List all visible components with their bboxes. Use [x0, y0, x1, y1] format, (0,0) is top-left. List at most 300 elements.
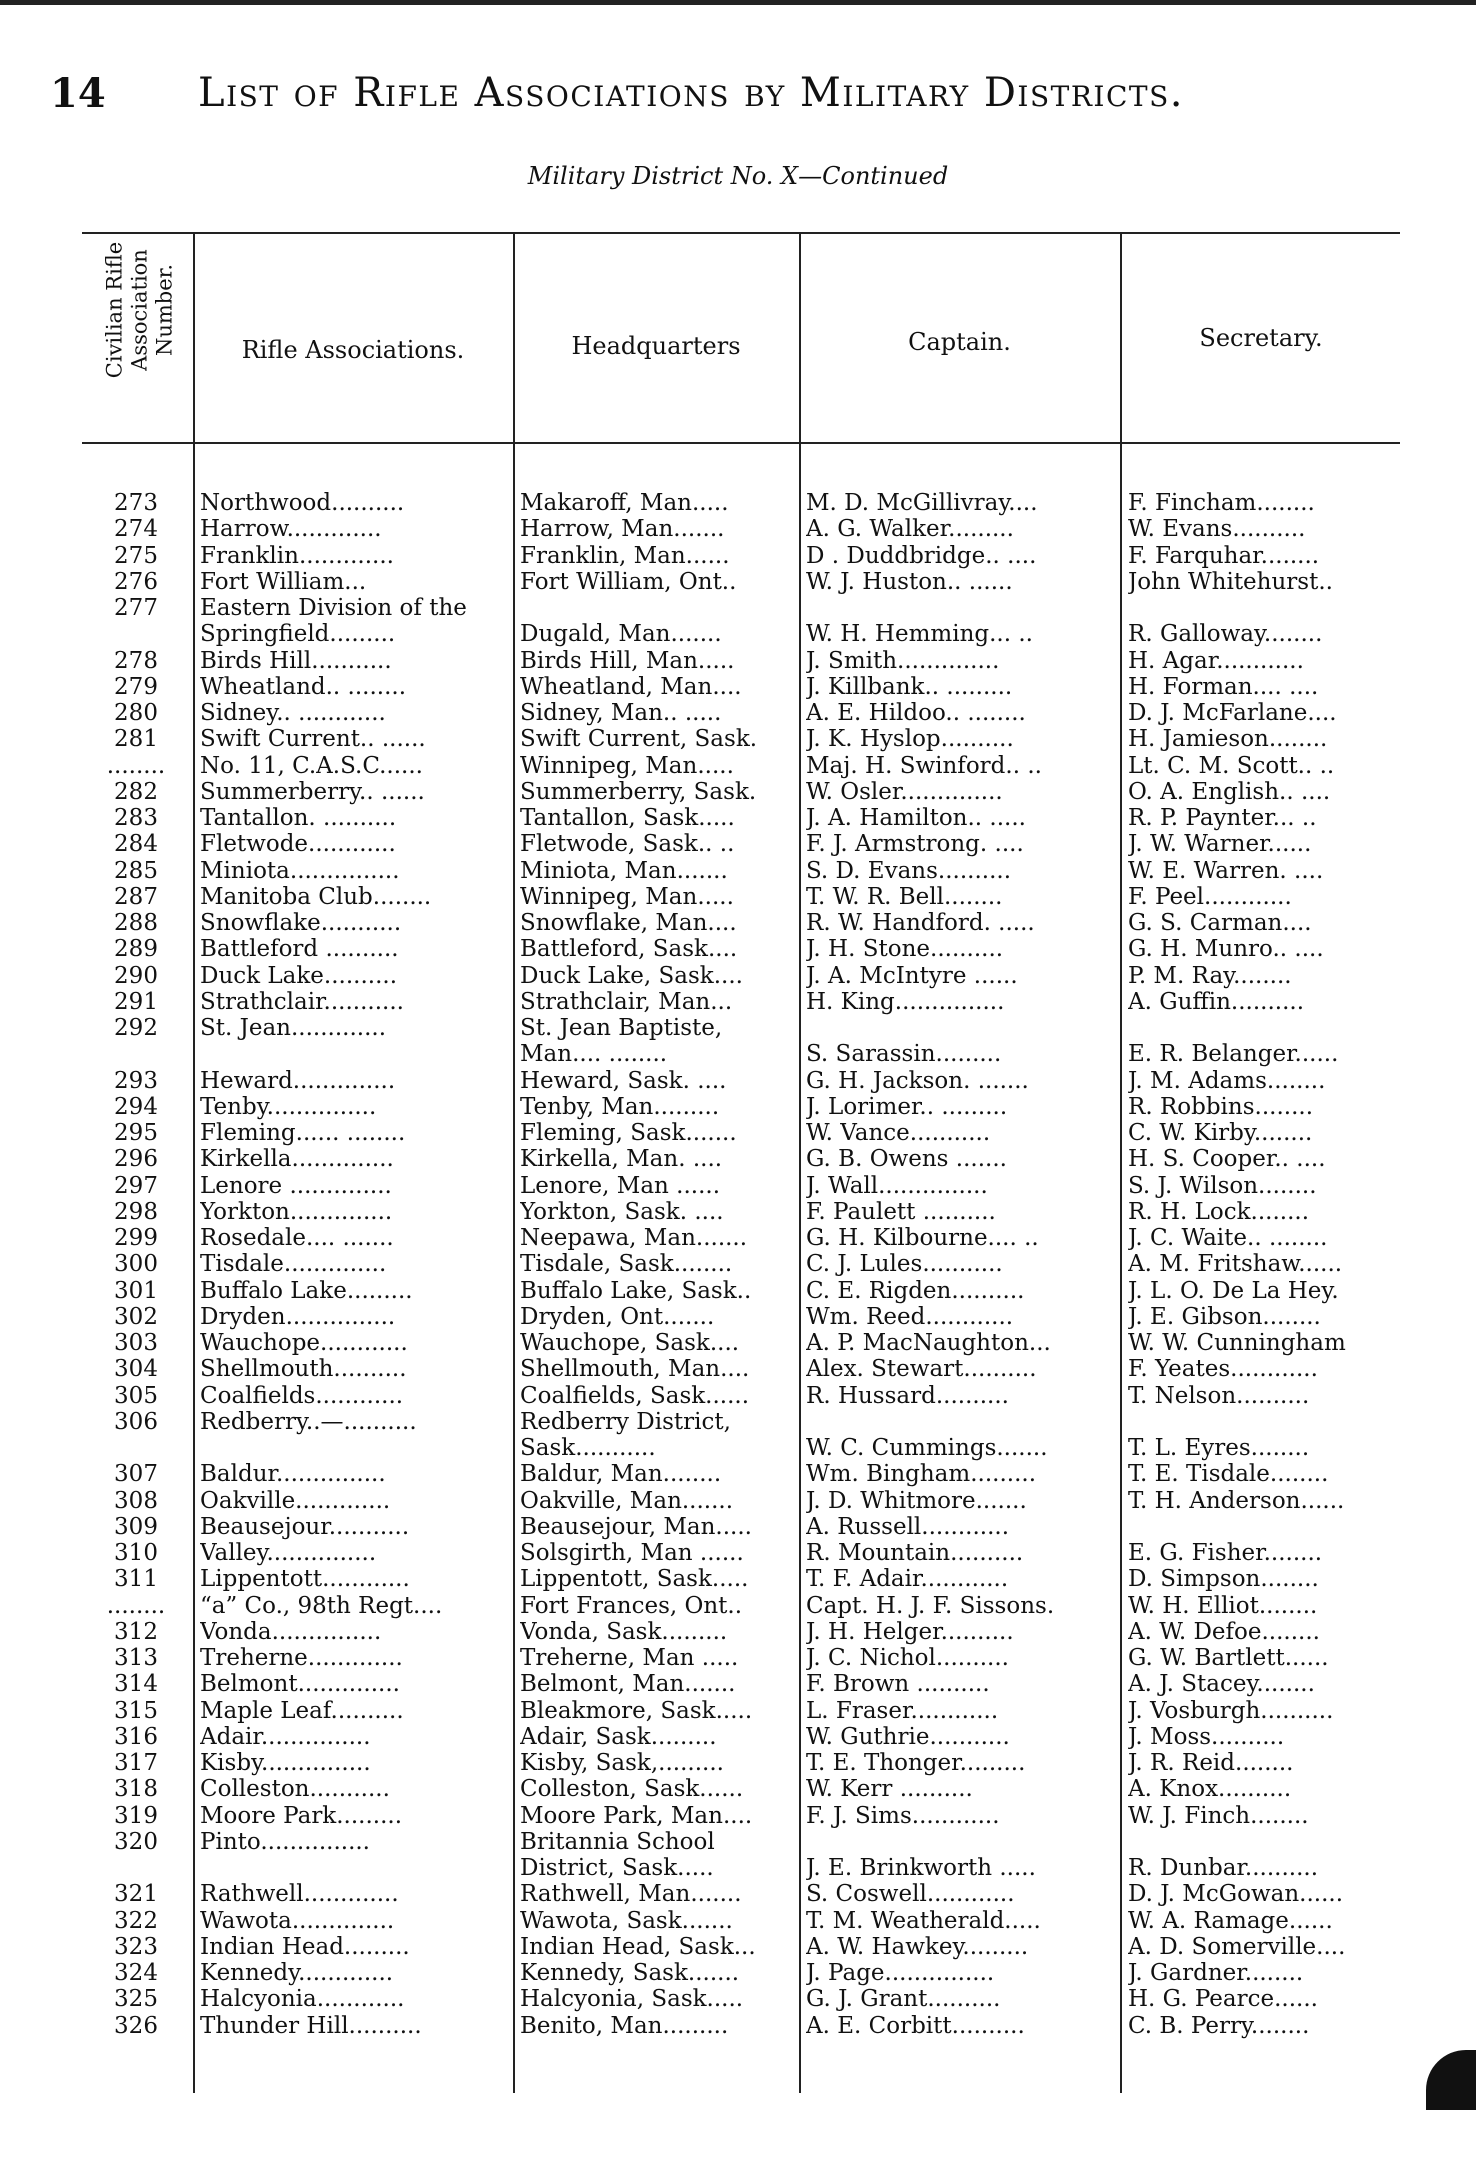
- row-secretary: E. G. Fisher........: [1128, 1540, 1323, 1566]
- row-association: Beausejour...........: [200, 1513, 410, 1540]
- row-secretary: R. H. Lock........: [1128, 1198, 1310, 1225]
- row-captain: S. D. Evans..........: [806, 857, 1012, 884]
- row-number: 319: [114, 1802, 158, 1829]
- row-headquarters: Coalfields, Sask......: [520, 1382, 750, 1409]
- row-headquarters: Treherne, Man .....: [520, 1645, 739, 1671]
- row-association: Snowflake...........: [200, 910, 402, 936]
- row-association: Lippentott............: [200, 1566, 410, 1593]
- row-number: 287: [114, 883, 158, 910]
- table-row: [0, 1068, 1476, 1094]
- row-secretary: E. R. Belanger......: [1128, 1041, 1339, 1068]
- row-headquarters: Buffalo Lake, Sask..: [520, 1277, 752, 1304]
- row-captain: W. J. Huston.. ......: [806, 568, 1013, 595]
- row-secretary: T. Nelson..........: [1128, 1382, 1310, 1409]
- row-number: 310: [114, 1540, 158, 1566]
- row-captain: Alex. Stewart..........: [806, 1356, 1037, 1383]
- row-secretary: A. J. Stacey........: [1128, 1671, 1315, 1698]
- row-number: 281: [114, 726, 158, 753]
- row-headquarters: Battleford, Sask....: [520, 936, 738, 963]
- table-row: [0, 989, 1476, 1015]
- page-binding-mark: [1426, 2050, 1476, 2110]
- row-captain: Maj. H. Swinford.. ..: [806, 752, 1042, 779]
- row-headquarters: Yorkton, Sask. ....: [520, 1198, 724, 1225]
- row-number: ........: [106, 1592, 166, 1619]
- row-association: Treherne.............: [200, 1645, 403, 1671]
- table-row: [0, 2013, 1476, 2039]
- row-number: 317: [114, 1750, 158, 1776]
- row-association: Adair...............: [200, 1723, 371, 1750]
- row-secretary: H. G. Pearce......: [1128, 1986, 1318, 2013]
- row-association: Shellmouth..........: [200, 1356, 407, 1383]
- row-captain: J. A. Hamilton.. .....: [806, 805, 1026, 831]
- row-headquarters: Sidney, Man.. .....: [520, 700, 722, 726]
- row-number: 322: [114, 1907, 158, 1934]
- row-secretary: J. Moss..........: [1128, 1723, 1285, 1750]
- row-secretary: T. L. Eyres........: [1128, 1435, 1310, 1461]
- row-number: 315: [114, 1697, 158, 1724]
- row-secretary: H. S. Cooper.. ....: [1128, 1146, 1326, 1173]
- table-row: [0, 490, 1476, 516]
- table-row: [0, 1041, 1476, 1067]
- row-secretary: J. R. Reid........: [1128, 1750, 1294, 1776]
- row-association: Tantallon. ..........: [200, 805, 397, 831]
- row-headquarters: Swift Current, Sask.: [520, 726, 758, 753]
- row-number: 278: [114, 647, 158, 674]
- row-secretary: A. Guffin..........: [1128, 988, 1305, 1015]
- table-row: [0, 1908, 1476, 1934]
- page-number: 14: [50, 70, 106, 117]
- row-secretary: G. H. Munro.. ....: [1128, 936, 1324, 963]
- header-association-number-label: Civilian Rifle Association Number.: [102, 241, 177, 379]
- row-number: ........: [106, 752, 166, 779]
- row-association: Halcyonia............: [200, 1986, 405, 2013]
- table-row: [0, 569, 1476, 595]
- row-captain: H. King...............: [806, 988, 1005, 1015]
- table-row: [0, 1278, 1476, 1304]
- table-row: [0, 1724, 1476, 1750]
- row-secretary: O. A. English.. ....: [1128, 778, 1331, 805]
- row-captain: J. H. Helger..........: [806, 1618, 1014, 1645]
- row-association: Fort William...: [200, 568, 367, 595]
- row-number: 308: [114, 1487, 158, 1514]
- row-association: Wawota..............: [200, 1907, 395, 1934]
- row-number: 298: [114, 1198, 158, 1225]
- row-association: Kisby...............: [200, 1750, 371, 1776]
- row-number: 297: [114, 1172, 158, 1199]
- row-captain: J. Killbank.. .........: [806, 673, 1013, 700]
- row-captain: D . Duddbridge.. ....: [806, 542, 1037, 569]
- row-number: 301: [114, 1277, 158, 1304]
- table-row: [0, 1225, 1476, 1251]
- row-secretary: T. E. Tisdale........: [1128, 1461, 1329, 1488]
- row-headquarters: Kirkella, Man. ....: [520, 1146, 723, 1173]
- row-captain: W. Kerr ..........: [806, 1776, 973, 1803]
- row-headquarters: Sask...........: [520, 1435, 656, 1461]
- row-captain: W. C. Cummings.......: [806, 1435, 1048, 1461]
- row-number: 314: [114, 1671, 158, 1698]
- row-headquarters: Benito, Man.........: [520, 2012, 729, 2039]
- row-secretary: T. H. Anderson......: [1128, 1487, 1345, 1514]
- row-captain: A. W. Hawkey.........: [806, 1933, 1029, 1960]
- row-captain: J. E. Brinkworth .....: [806, 1855, 1036, 1881]
- row-headquarters: Wheatland, Man....: [520, 673, 742, 700]
- row-headquarters: Shellmouth, Man....: [520, 1356, 750, 1383]
- row-number: 284: [114, 831, 158, 858]
- row-headquarters: Harrow, Man.......: [520, 516, 725, 543]
- row-headquarters: Miniota, Man.......: [520, 857, 728, 884]
- row-secretary: J. M. Adams........: [1128, 1067, 1326, 1094]
- table-row: [0, 1566, 1476, 1592]
- table-row: [0, 1671, 1476, 1697]
- table-row: [0, 1645, 1476, 1671]
- row-headquarters: Dugald, Man.......: [520, 621, 722, 648]
- row-secretary: S. J. Wilson........: [1128, 1172, 1317, 1199]
- row-association: Rosedale.... .......: [200, 1225, 394, 1251]
- table-row: [0, 648, 1476, 674]
- table-row: [0, 1488, 1476, 1514]
- row-captain: G. J. Grant..........: [806, 1986, 1001, 2013]
- row-captain: A. E. Hildoo.. ........: [806, 700, 1026, 726]
- table-row: [0, 1304, 1476, 1330]
- row-association: Sidney.. ............: [200, 700, 386, 726]
- row-number: 299: [114, 1225, 158, 1251]
- row-headquarters: Fletwode, Sask.. ..: [520, 831, 735, 858]
- row-headquarters: Fleming, Sask.......: [520, 1120, 737, 1146]
- row-headquarters: Neepawa, Man.......: [520, 1225, 748, 1251]
- table-row: [0, 1094, 1476, 1120]
- table-row: [0, 726, 1476, 752]
- row-secretary: W. A. Ramage......: [1128, 1907, 1333, 1934]
- row-association: Harrow.............: [200, 516, 382, 543]
- row-association: Miniota...............: [200, 857, 400, 884]
- row-association: Wheatland.. ........: [200, 673, 407, 700]
- row-association: Manitoba Club........: [200, 883, 432, 910]
- row-secretary: H. Jamieson........: [1128, 726, 1328, 753]
- row-number: 305: [114, 1382, 158, 1409]
- table-row: [0, 595, 1476, 621]
- row-association: Wauchope............: [200, 1330, 408, 1356]
- row-captain: G. B. Owens .......: [806, 1146, 1007, 1173]
- row-secretary: Lt. C. M. Scott.. ..: [1128, 752, 1335, 779]
- row-headquarters: Britannia School: [520, 1828, 715, 1855]
- row-association: Colleston...........: [200, 1776, 390, 1803]
- row-association: Moore Park.........: [200, 1802, 403, 1829]
- row-captain: C. E. Rigden..........: [806, 1277, 1025, 1304]
- row-association: Battleford ..........: [200, 936, 399, 963]
- row-number: 276: [114, 568, 158, 595]
- table-row: [0, 753, 1476, 779]
- row-association: Fletwode............: [200, 831, 396, 858]
- row-captain: J. H. Stone..........: [806, 936, 1004, 963]
- row-captain: L. Fraser............: [806, 1697, 999, 1724]
- row-headquarters: Strathclair, Man...: [520, 988, 733, 1015]
- row-secretary: C. B. Perry........: [1128, 2012, 1310, 2039]
- row-number: 283: [114, 805, 158, 831]
- table-row: [0, 543, 1476, 569]
- row-association: Birds Hill...........: [200, 647, 392, 674]
- row-association: Maple Leaf..........: [200, 1697, 404, 1724]
- row-number: 316: [114, 1723, 158, 1750]
- row-number: 290: [114, 962, 158, 989]
- table-row: [0, 1199, 1476, 1225]
- row-secretary: J. Gardner........: [1128, 1960, 1304, 1986]
- table-row: [0, 805, 1476, 831]
- row-captain: Wm. Reed............: [806, 1303, 1014, 1330]
- row-captain: F. Paulett ..........: [806, 1198, 996, 1225]
- row-association: Indian Head.........: [200, 1933, 410, 1960]
- row-captain: T. E. Thonger.........: [806, 1750, 1026, 1776]
- row-association: Kirkella..............: [200, 1146, 394, 1173]
- row-headquarters: Tisdale, Sask........: [520, 1251, 733, 1278]
- row-number: 303: [114, 1330, 158, 1356]
- table-row: [0, 1015, 1476, 1041]
- row-captain: T. W. R. Bell........: [806, 883, 1003, 910]
- row-number: 313: [114, 1645, 158, 1671]
- row-association: Kennedy.............: [200, 1960, 394, 1986]
- row-headquarters: Wawota, Sask.......: [520, 1907, 733, 1934]
- row-secretary: F. Peel............: [1128, 883, 1292, 910]
- table-row: [0, 963, 1476, 989]
- row-number: 291: [114, 988, 158, 1015]
- row-captain: A. G. Walker.........: [806, 516, 1014, 543]
- row-number: 325: [114, 1986, 158, 2013]
- row-number: 279: [114, 673, 158, 700]
- row-association: Thunder Hill..........: [200, 2012, 422, 2039]
- row-captain: W. Osler..............: [806, 778, 1003, 805]
- row-captain: J. K. Hyslop..........: [806, 726, 1014, 753]
- table-row: [0, 1698, 1476, 1724]
- row-association: No. 11, C.A.S.C......: [200, 752, 423, 779]
- table-row: [0, 1461, 1476, 1487]
- row-headquarters: Franklin, Man......: [520, 542, 730, 569]
- row-captain: R. W. Handford. .....: [806, 910, 1035, 936]
- row-secretary: R. P. Paynter... ..: [1128, 805, 1317, 831]
- table-row: [0, 1540, 1476, 1566]
- row-headquarters: Fort Frances, Ont..: [520, 1592, 743, 1619]
- row-association: Eastern Division of the: [200, 595, 467, 621]
- table-row: [0, 1251, 1476, 1277]
- row-secretary: A. M. Fritshaw......: [1128, 1251, 1343, 1278]
- row-secretary: J. W. Warner......: [1128, 831, 1312, 858]
- table-row: [0, 1330, 1476, 1356]
- row-number: 282: [114, 778, 158, 805]
- row-number: 307: [114, 1461, 158, 1488]
- row-headquarters: Dryden, Ont.......: [520, 1303, 715, 1330]
- row-secretary: R. Galloway........: [1128, 621, 1323, 648]
- row-captain: J. Lorimer.. .........: [806, 1093, 1008, 1120]
- row-headquarters: Snowflake, Man....: [520, 910, 737, 936]
- row-headquarters: Man.... ........: [520, 1041, 668, 1068]
- row-secretary: W. H. Elliot........: [1128, 1592, 1318, 1619]
- row-headquarters: Oakville, Man.......: [520, 1487, 734, 1514]
- row-association: Dryden...............: [200, 1303, 396, 1330]
- row-secretary: A. D. Somerville....: [1128, 1933, 1346, 1960]
- row-number: 294: [114, 1093, 158, 1120]
- row-number: 296: [114, 1146, 158, 1173]
- table-row: [0, 621, 1476, 647]
- row-number: 293: [114, 1067, 158, 1094]
- row-secretary: F. Fincham........: [1128, 490, 1315, 516]
- header-bottom-rule: [82, 442, 1400, 444]
- table-row: [0, 1960, 1476, 1986]
- row-secretary: John Whitehurst..: [1128, 568, 1333, 595]
- row-secretary: J. L. O. De La Hey.: [1128, 1277, 1339, 1304]
- table-row: [0, 858, 1476, 884]
- row-association: Heward..............: [200, 1067, 396, 1094]
- row-captain: S. Coswell............: [806, 1881, 1015, 1908]
- row-captain: T. M. Weatherald.....: [806, 1907, 1041, 1934]
- row-headquarters: Halcyonia, Sask.....: [520, 1986, 744, 2013]
- table-row: [0, 1356, 1476, 1382]
- row-association: Lenore ..............: [200, 1172, 392, 1199]
- header-rifle-associations: Rifle Associations.: [241, 336, 465, 364]
- row-number: 309: [114, 1513, 158, 1540]
- row-headquarters: Makaroff, Man.....: [520, 490, 729, 516]
- row-association: Duck Lake..........: [200, 962, 398, 989]
- table-row: [0, 1146, 1476, 1172]
- table-row: [0, 1881, 1476, 1907]
- row-number: 311: [114, 1566, 158, 1593]
- row-association: Rathwell.............: [200, 1881, 399, 1908]
- row-headquarters: Summerberry, Sask.: [520, 778, 757, 805]
- table-row: [0, 700, 1476, 726]
- row-association: Northwood..........: [200, 490, 405, 516]
- row-secretary: F. Farquhar........: [1128, 542, 1320, 569]
- row-number: 285: [114, 857, 158, 884]
- row-association: Springfield.........: [200, 621, 396, 648]
- table-row: [0, 1409, 1476, 1435]
- row-association: Pinto...............: [200, 1828, 370, 1855]
- table-row: [0, 1619, 1476, 1645]
- row-association: Vonda...............: [200, 1618, 382, 1645]
- row-secretary: W. E. Warren. ....: [1128, 857, 1324, 884]
- table-row: [0, 831, 1476, 857]
- table-row: [0, 1593, 1476, 1619]
- table-row: [0, 910, 1476, 936]
- row-association: Redberry..—..........: [200, 1408, 417, 1435]
- row-association: Valley...............: [200, 1540, 377, 1566]
- row-number: 275: [114, 542, 158, 569]
- row-secretary: R. Robbins........: [1128, 1093, 1314, 1120]
- row-number: 320: [114, 1828, 158, 1855]
- row-captain: J. Page...............: [806, 1960, 995, 1986]
- table-row: [0, 1776, 1476, 1802]
- row-captain: G. H. Kilbourne.... ..: [806, 1225, 1039, 1251]
- row-captain: W. Vance...........: [806, 1120, 991, 1146]
- row-captain: F. J. Armstrong. ....: [806, 831, 1024, 858]
- table-row: [0, 1986, 1476, 2012]
- row-secretary: W. Evans..........: [1128, 516, 1306, 543]
- row-headquarters: St. Jean Baptiste,: [520, 1015, 723, 1041]
- row-number: 304: [114, 1356, 158, 1383]
- row-captain: W. H. Hemming... ..: [806, 621, 1033, 648]
- row-association: Summerberry.. ......: [200, 778, 425, 805]
- table-row: [0, 936, 1476, 962]
- row-number: 289: [114, 936, 158, 963]
- row-headquarters: Heward, Sask. ....: [520, 1067, 727, 1094]
- row-number: 295: [114, 1120, 158, 1146]
- row-headquarters: Adair, Sask.........: [520, 1723, 717, 1750]
- table-row: [0, 674, 1476, 700]
- row-association: Belmont..............: [200, 1671, 400, 1698]
- row-secretary: A. W. Defoe........: [1128, 1618, 1320, 1645]
- row-headquarters: Winnipeg, Man.....: [520, 883, 734, 910]
- row-secretary: H. Forman.... ....: [1128, 673, 1319, 700]
- header-headquarters: Headquarters: [571, 332, 741, 360]
- row-headquarters: Birds Hill, Man.....: [520, 647, 735, 674]
- row-number: 326: [114, 2012, 158, 2039]
- row-headquarters: Tenby, Man.........: [520, 1093, 720, 1120]
- row-secretary: J. E. Gibson........: [1128, 1303, 1321, 1330]
- row-headquarters: Indian Head, Sask...: [520, 1933, 756, 1960]
- row-number: 312: [114, 1618, 158, 1645]
- row-captain: R. Hussard..........: [806, 1382, 1009, 1409]
- row-headquarters: Baldur, Man........: [520, 1461, 722, 1488]
- row-captain: M. D. McGillivray....: [806, 490, 1038, 516]
- row-headquarters: Bleakmore, Sask.....: [520, 1697, 753, 1724]
- row-headquarters: Duck Lake, Sask....: [520, 962, 743, 989]
- row-secretary: D. J. McFarlane....: [1128, 700, 1337, 726]
- page-subtitle: Military District No. X—Continued: [527, 162, 949, 190]
- row-captain: G. H. Jackson. .......: [806, 1067, 1029, 1094]
- row-headquarters: Vonda, Sask.........: [520, 1618, 728, 1645]
- table-row: [0, 779, 1476, 805]
- row-captain: Capt. H. J. F. Sissons.: [806, 1592, 1055, 1619]
- row-captain: W. Guthrie...........: [806, 1723, 1010, 1750]
- row-captain: J. C. Nichol..........: [806, 1645, 1009, 1671]
- row-number: 292: [114, 1015, 158, 1041]
- row-association: Fleming...... ........: [200, 1120, 406, 1146]
- row-association: Oakville.............: [200, 1487, 391, 1514]
- table-row: [0, 1855, 1476, 1881]
- header-secretary: Secretary.: [1199, 324, 1323, 352]
- row-headquarters: Tantallon, Sask.....: [520, 805, 735, 831]
- row-association: Tenby...............: [200, 1093, 377, 1120]
- row-secretary: G. S. Carman....: [1128, 910, 1312, 936]
- row-number: 274: [114, 516, 158, 543]
- row-association: Swift Current.. ......: [200, 726, 426, 753]
- row-association: Franklin.............: [200, 542, 394, 569]
- row-captain: C. J. Lules...........: [806, 1251, 1003, 1278]
- row-number: 280: [114, 700, 158, 726]
- row-number: 324: [114, 1960, 158, 1986]
- row-association: Buffalo Lake.........: [200, 1277, 413, 1304]
- row-captain: J. Wall...............: [806, 1172, 988, 1199]
- row-captain: J. A. McIntyre ......: [806, 962, 1018, 989]
- table-row: [0, 1383, 1476, 1409]
- row-secretary: W. W. Cunningham: [1128, 1330, 1346, 1356]
- row-number: 300: [114, 1251, 158, 1278]
- row-captain: F. J. Sims............: [806, 1802, 1000, 1829]
- row-secretary: J. C. Waite.. ........: [1128, 1225, 1328, 1251]
- row-captain: T. F. Adair............: [806, 1566, 1009, 1593]
- row-number: 277: [114, 595, 158, 621]
- row-secretary: F. Yeates............: [1128, 1356, 1318, 1383]
- table-top-rule: [82, 232, 1400, 234]
- row-number: 321: [114, 1881, 158, 1908]
- row-headquarters: Fort William, Ont..: [520, 568, 737, 595]
- row-number: 302: [114, 1303, 158, 1330]
- row-captain: J. Smith..............: [806, 647, 1000, 674]
- row-headquarters: Winnipeg, Man.....: [520, 752, 734, 779]
- row-secretary: W. J. Finch........: [1128, 1802, 1309, 1829]
- table-row: [0, 1750, 1476, 1776]
- row-headquarters: Belmont, Man.......: [520, 1671, 736, 1698]
- table-row: [0, 1173, 1476, 1199]
- row-secretary: D. Simpson........: [1128, 1566, 1319, 1593]
- table-row: [0, 1514, 1476, 1540]
- row-secretary: C. W. Kirby........: [1128, 1120, 1313, 1146]
